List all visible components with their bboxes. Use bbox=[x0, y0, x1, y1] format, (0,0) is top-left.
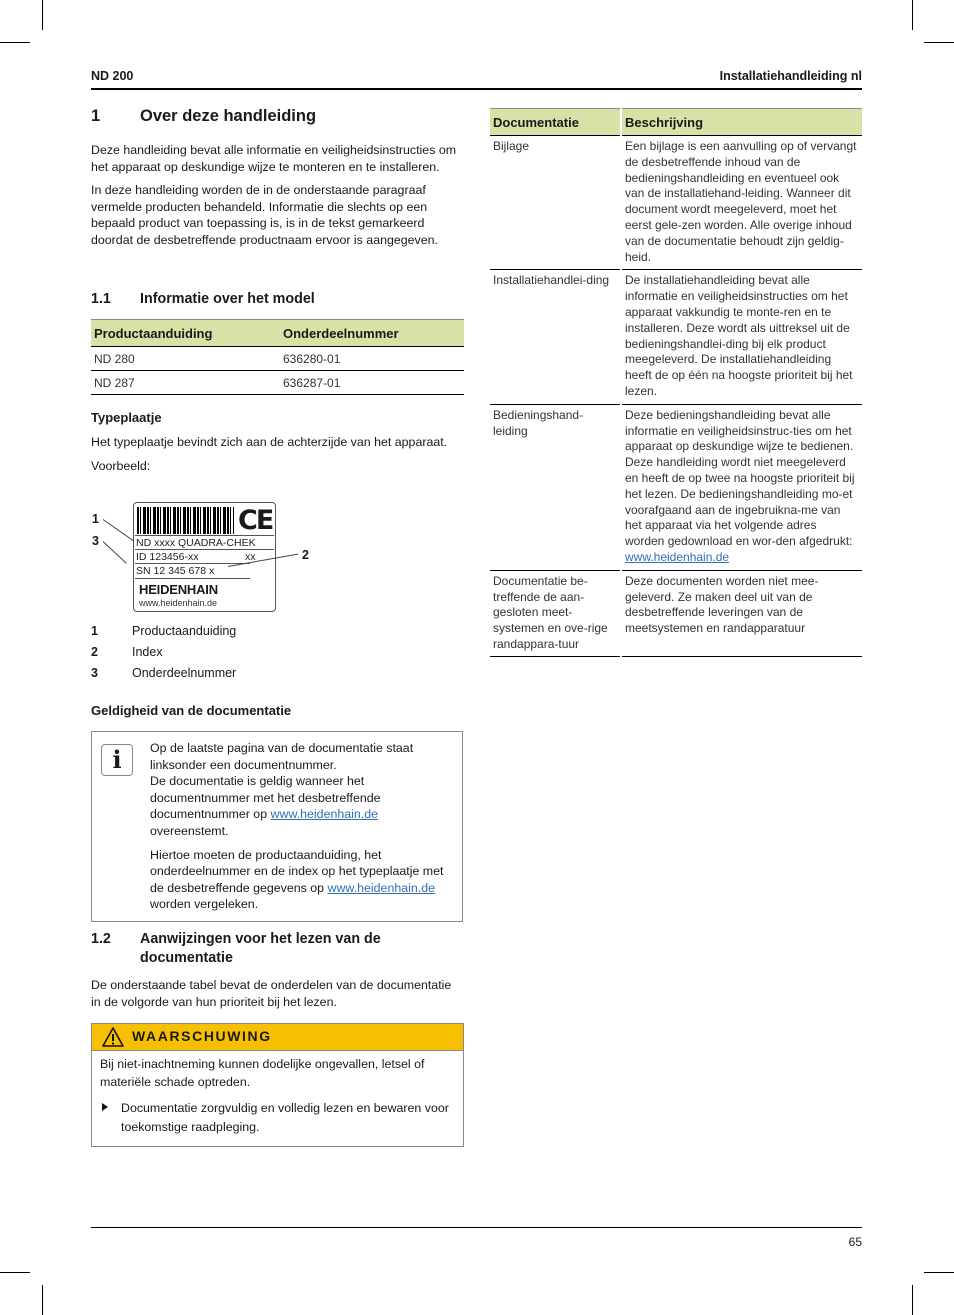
typeplate-illustration bbox=[133, 502, 276, 612]
arrow-right-icon bbox=[102, 1103, 108, 1111]
crop-mark bbox=[924, 42, 954, 43]
crop-mark bbox=[924, 1272, 954, 1273]
warning-box: WAARSCHUWING Bij niet-inachtneming kunnen dodelijke ongevallen, letsel of materiële schade optreden. Documentatie zorgvuldig en volledig lezen en bewaren voor toekomstige raadpleging. bbox=[91, 1023, 464, 1147]
crop-mark bbox=[912, 1285, 913, 1315]
page-number: 65 bbox=[848, 1235, 862, 1249]
section-1-2-body: De onderstaande tabel bevat de onderdelen van de documentatie in de volgorde van hun prioriteit bij het lezen. bbox=[91, 978, 452, 1009]
callout-1: 1 bbox=[92, 512, 99, 526]
documentation-table bbox=[490, 108, 862, 657]
typeplate-text: Het typeplaatje bevindt zich aan de achterzijde van het apparaat. Voorbeeld: bbox=[91, 435, 448, 473]
heidenhain-logo: HEIDENHAIN bbox=[139, 582, 218, 597]
table-header: Onderdeelnummer bbox=[280, 320, 464, 347]
page-footer bbox=[91, 1227, 862, 1249]
model-table bbox=[91, 319, 464, 395]
leader-line bbox=[103, 519, 135, 542]
barcode-graphic bbox=[137, 507, 234, 534]
table-header: Productaanduiding bbox=[91, 320, 280, 347]
table-row: Bedieningshand-leiding Deze bedieningshandleiding bevat alle informatie en veiligheidsinstruc-ties om het apparaat op deskundige wijze te bedienen. Deze handleiding wordt niet meegeleverd en heeft de op twee na hoogste prioriteit bij het lezen. De bedieningshandleiding mo-et voorafgaand aan de ingebruikna-me van het apparaat via het volgende adres worden gedownload en wor-den afgedrukt: www.heidenhain.de bbox=[490, 404, 862, 570]
heidenhain-link[interactable]: www.heidenhain.de bbox=[625, 549, 730, 564]
table-header: Beschrijving bbox=[621, 109, 862, 136]
header-manual-title: Installatiehandleiding nl bbox=[719, 69, 862, 83]
callout-3: 3 bbox=[92, 534, 99, 548]
heidenhain-link[interactable]: www.heidenhain.de bbox=[270, 807, 379, 822]
header-product: ND 200 bbox=[91, 69, 134, 83]
table-row: ND 287 636287-01 bbox=[91, 371, 464, 395]
ce-mark: CE bbox=[238, 505, 273, 536]
table-row: ND 280 636280-01 bbox=[91, 347, 464, 371]
crop-mark bbox=[42, 1285, 43, 1315]
table-row: Installatiehandlei-ding De installatiehandleiding bevat alle informatie en veiligheidsinstructies om het apparaat vakkundig te monte-ren en te installeren. Deze wordt als uittreksel uit de bedieningshandlei-ding bij elk product meegeleverd. De installatiehandleiding heeft de op één na hoogste prioriteit bij het lezen. bbox=[490, 270, 862, 404]
table-row: Documentatie be-treffende de aan-gesloten meet-systemen en ove-rige randappara-tuur Deze documenten worden niet mee-geleverd. Ze maken deel uit van de desbetreffende leveringen van de meetsystemen en randapparatuur bbox=[490, 570, 862, 656]
warning-triangle-icon bbox=[102, 1027, 124, 1047]
warning-title: WAARSCHUWING bbox=[132, 1028, 272, 1044]
section-1-body bbox=[91, 142, 464, 256]
typeplate-heading: Typeplaatje bbox=[91, 410, 162, 425]
paragraph: In deze handleiding worden de in de onderstaande paragraaf vermelde producten behandeld. Informatie die slechts op een bepaald product van toepassing is, is in de tekst gemarkeerd doordat de desbetreffende productnaam ervoor is aangegeven. bbox=[91, 183, 438, 247]
plate-serial-line: SN 12 345 678 x bbox=[135, 563, 250, 579]
table-header: Documentatie bbox=[490, 109, 621, 136]
info-note-box bbox=[91, 731, 463, 922]
leader-line bbox=[103, 541, 127, 564]
callout-2: 2 bbox=[302, 548, 309, 562]
info-note-text: Op de laatste pagina van de documentatie staat linksonder een documentnummer. De documentatie is geldig wanneer het documentnummer met het desbetreffende documentnummer op www.heidenhain.de overeenstemt. Hiertoe moeten de productaanduiding, het onderdeelnummer en de index op het typeplaatje met de desbetreffende gegevens op www.heidenhain.de worden vergeleken. bbox=[150, 741, 444, 912]
crop-mark bbox=[912, 0, 913, 30]
crop-mark bbox=[42, 0, 43, 30]
info-icon: i bbox=[101, 744, 133, 776]
plate-website: www.heidenhain.de bbox=[139, 598, 218, 608]
crop-mark bbox=[0, 42, 30, 43]
warning-banner bbox=[92, 1024, 463, 1051]
paragraph: Deze handleiding bevat alle informatie en veiligheidsinstructies om het apparaat op deskundige wijze te monteren en te installeren. bbox=[91, 143, 457, 174]
table-row: Bijlage Een bijlage is een aanvulling op of vervangt de desbetreffende inhoud van de bedieningshandleiding en eventueel ook van de installatiehand-leiding. Wanneer dit document wordt meegeleverd, moet het eerst gele-zen worden. Alle overige inhoud van de documentatie behoudt zijn geldig-heid. bbox=[490, 136, 862, 270]
heidenhain-link[interactable]: www.heidenhain.de bbox=[327, 880, 435, 895]
warning-text: Bij niet-inachtneming kunnen dodelijke ongevallen, letsel of materiële schade optreden. bbox=[100, 1057, 425, 1089]
plate-id-line: ID 123456-xx xx bbox=[135, 549, 274, 563]
plate-product-line: ND xxxx QUADRA-CHEK bbox=[135, 535, 274, 549]
crop-mark bbox=[0, 1272, 30, 1273]
validity-heading: Geldigheid van de documentatie bbox=[91, 703, 292, 718]
page-header bbox=[91, 68, 862, 90]
